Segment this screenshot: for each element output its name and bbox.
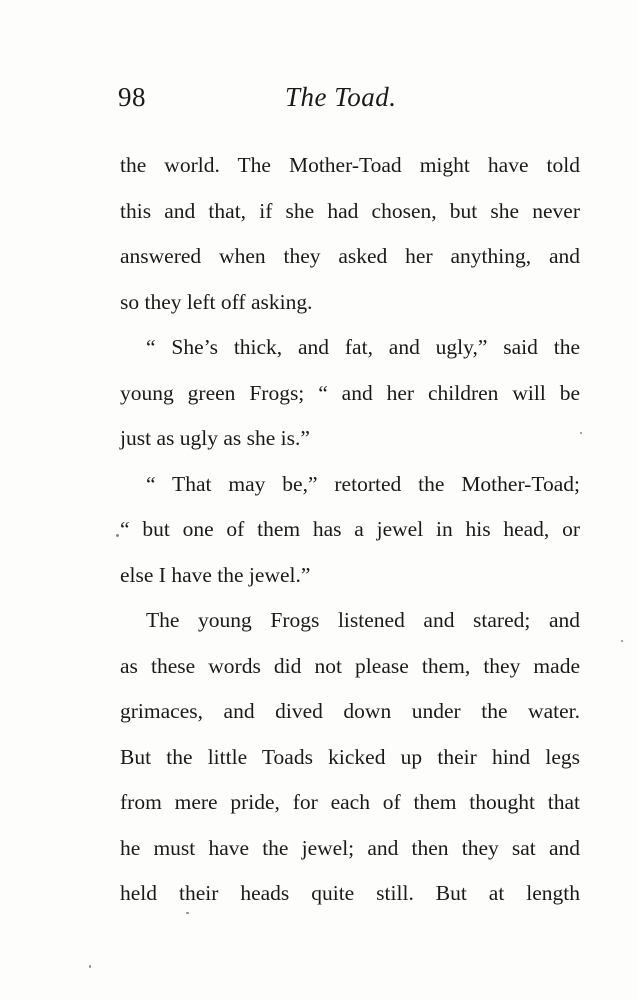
- text-line: so they left off asking.: [120, 289, 313, 314]
- paper-speck: [186, 912, 189, 914]
- text-line: from mere pride, for each of them thought that: [120, 790, 580, 814]
- paper-speck: [116, 534, 119, 537]
- text-line: held their heads quite still. But at length: [120, 881, 580, 905]
- paper-speck: [89, 965, 91, 968]
- text-line: “ She’s thick, and fat, and ugly,” said the: [146, 335, 580, 359]
- running-title: The Toad.: [285, 82, 397, 112]
- text-line: he must have the jewel; and then they sat and: [120, 835, 580, 860]
- text-line: the world. The Mother-Toad might have told: [120, 153, 580, 177]
- paper-speck: [580, 432, 582, 434]
- text-line: just as ugly as she is.”: [120, 426, 310, 450]
- body-text: [120, 143, 580, 917]
- text-line: young green Frogs; “ and her children will be: [120, 380, 580, 405]
- text-line: as these words did not please them, they made: [120, 653, 580, 678]
- text-line: grimaces, and dived down under the water.: [120, 699, 580, 723]
- text-line: But the little Toads kicked up their hind legs: [120, 744, 580, 769]
- text-line: The young Frogs listened and stared; and: [146, 608, 580, 632]
- paper-speck: [621, 640, 623, 642]
- page-number: 98: [118, 82, 146, 112]
- text-line: answered when they asked her anything, and: [120, 244, 580, 268]
- text-line: “ That may be,” retorted the Mother-Toad;: [146, 471, 580, 496]
- text-line: else I have the jewel.”: [120, 562, 311, 587]
- page-header: [0, 82, 637, 122]
- text-line: “ but one of them has a jewel in his head, or: [120, 517, 580, 541]
- text-line: this and that, if she had chosen, but she never: [120, 198, 580, 223]
